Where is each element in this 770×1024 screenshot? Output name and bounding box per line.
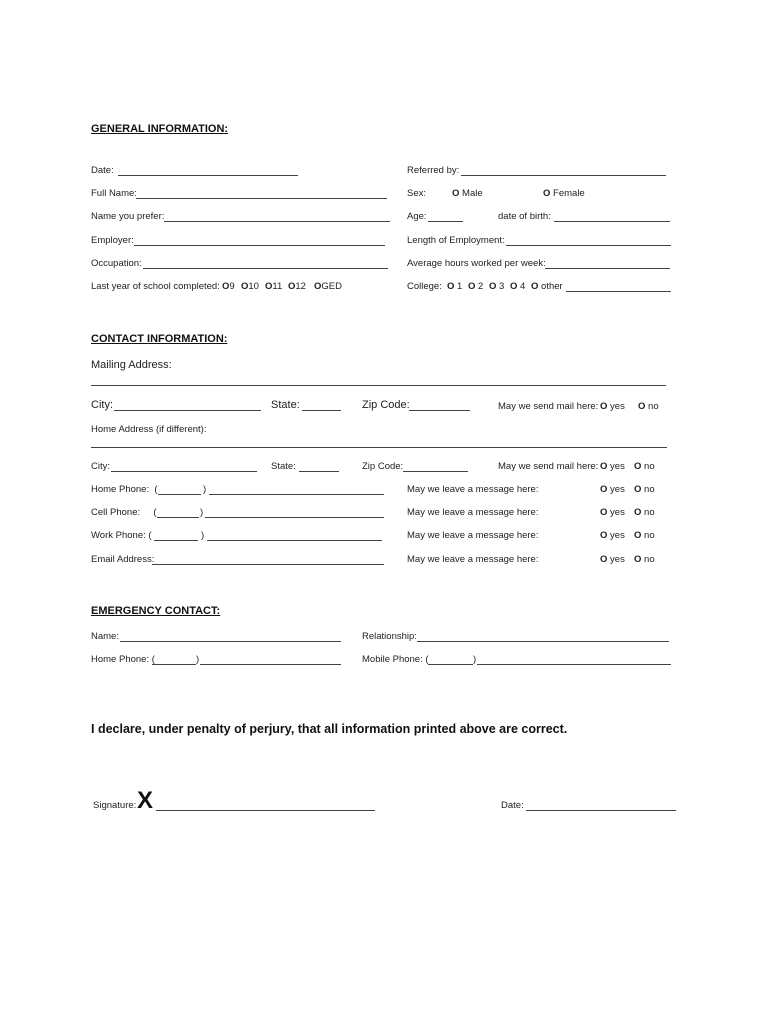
college-label: College:	[407, 281, 442, 292]
occupation-label: Occupation:	[91, 258, 142, 269]
signature-date-field[interactable]	[526, 810, 676, 811]
home-state-field[interactable]	[299, 471, 339, 472]
occupation-field[interactable]	[143, 268, 388, 269]
mailing-address-label: Mailing Address:	[91, 359, 172, 371]
emergency-home-phone-paren-close: )	[196, 654, 200, 665]
home-phone-message-label: May we leave a message here:	[407, 484, 539, 495]
mail-zip-label: Zip Code:	[362, 399, 410, 411]
length-employment-label: Length of Employment:	[407, 235, 505, 246]
school-option-9[interactable]: O9	[222, 281, 235, 292]
emergency-home-phone-area-field[interactable]	[152, 664, 196, 665]
contact-heading: CONTACT INFORMATION:	[91, 333, 228, 345]
email-message-label: May we leave a message here:	[407, 554, 539, 565]
home-city-label: City:	[91, 461, 110, 472]
school-option-10[interactable]: O10	[241, 281, 259, 292]
referred-by-label: Referred by:	[407, 165, 460, 176]
signature-x-mark: X	[137, 787, 154, 814]
school-option-12[interactable]: O12	[288, 281, 306, 292]
home-may-send-mail-label: May we send mail here:	[498, 461, 599, 472]
mail-zip-field[interactable]	[409, 410, 470, 411]
cell-phone-no-option[interactable]: O no	[634, 507, 655, 518]
mailing-address-field[interactable]	[91, 385, 666, 386]
mail-city-field[interactable]	[114, 410, 261, 411]
cell-phone-field[interactable]	[205, 517, 384, 518]
home-phone-paren-close: )	[203, 484, 207, 495]
work-phone-yes-option[interactable]: O yes	[600, 530, 625, 541]
mail-city-label: City:	[91, 399, 113, 411]
mail-state-field[interactable]	[302, 410, 341, 411]
sex-label: Sex:	[407, 188, 427, 199]
work-phone-no-option[interactable]: O no	[634, 530, 655, 541]
cell-phone-paren-close: )	[200, 507, 204, 518]
cell-phone-area-field[interactable]	[157, 517, 199, 518]
employer-field[interactable]	[134, 245, 385, 246]
home-zip-label: Zip Code:	[362, 461, 404, 472]
emergency-home-phone-label: Home Phone: (	[91, 654, 155, 665]
school-option-ged[interactable]: OGED	[314, 281, 342, 292]
mobile-phone-paren-close: )	[473, 654, 477, 665]
declaration-text: I declare, under penalty of perjury, that all information printed above are correct.	[91, 722, 568, 736]
home-mail-yes-option[interactable]: O yes	[600, 461, 625, 472]
mobile-phone-field[interactable]	[477, 664, 671, 665]
dob-field[interactable]	[554, 221, 670, 222]
home-phone-label: Home Phone: (	[91, 484, 158, 495]
dob-label: date of birth:	[498, 211, 551, 222]
email-field[interactable]	[152, 564, 384, 565]
date-field[interactable]	[118, 175, 298, 176]
work-phone-area-field[interactable]	[154, 540, 198, 541]
school-option-11[interactable]: O11	[265, 281, 283, 292]
emergency-name-field[interactable]	[120, 641, 341, 642]
sex-male-option[interactable]: O Male	[452, 188, 483, 199]
sex-female-option[interactable]: O Female	[543, 188, 585, 199]
referred-by-field[interactable]	[461, 175, 666, 176]
emergency-name-label: Name:	[91, 631, 119, 642]
email-no-option[interactable]: O no	[634, 554, 655, 565]
mail-no-option[interactable]: O no	[638, 401, 659, 412]
name-prefer-label: Name you prefer:	[91, 211, 165, 222]
home-mail-no-option[interactable]: O no	[634, 461, 655, 472]
home-phone-yes-option[interactable]: O yes	[600, 484, 625, 495]
college-option-2[interactable]: O 2	[468, 281, 484, 292]
home-phone-no-option[interactable]: O no	[634, 484, 655, 495]
may-send-mail-label: May we send mail here:	[498, 401, 599, 412]
signature-field[interactable]	[156, 810, 375, 811]
college-option-other[interactable]: O other	[531, 281, 563, 292]
length-employment-field[interactable]	[506, 245, 671, 246]
cell-phone-message-label: May we leave a message here:	[407, 507, 539, 518]
avg-hours-label: Average hours worked per week:	[407, 258, 546, 269]
work-phone-paren-close: )	[201, 530, 205, 541]
signature-label: Signature:	[93, 800, 137, 811]
general-heading: GENERAL INFORMATION:	[91, 123, 229, 135]
work-phone-label: Work Phone: (	[91, 530, 152, 541]
college-option-4[interactable]: O 4	[510, 281, 526, 292]
home-address-label: Home Address (if different):	[91, 424, 207, 435]
work-phone-message-label: May we leave a message here:	[407, 530, 539, 541]
relationship-field[interactable]	[417, 641, 669, 642]
last-school-label: Last year of school completed:	[91, 281, 220, 292]
home-phone-area-field[interactable]	[158, 494, 201, 495]
college-option-3[interactable]: O 3	[489, 281, 505, 292]
name-prefer-field[interactable]	[164, 221, 390, 222]
emergency-home-phone-field[interactable]	[200, 664, 341, 665]
mobile-phone-area-field[interactable]	[428, 664, 473, 665]
relationship-label: Relationship:	[362, 631, 417, 642]
signature-date-label: Date:	[501, 800, 524, 811]
employer-label: Employer:	[91, 235, 134, 246]
home-zip-field[interactable]	[403, 471, 468, 472]
cell-phone-yes-option[interactable]: O yes	[600, 507, 625, 518]
date-label: Date:	[91, 165, 114, 176]
work-phone-field[interactable]	[207, 540, 382, 541]
home-address-field[interactable]	[91, 447, 667, 448]
email-yes-option[interactable]: O yes	[600, 554, 625, 565]
home-state-label: State:	[271, 461, 296, 472]
emergency-heading: EMERGENCY CONTACT:	[91, 605, 221, 617]
mail-state-label: State:	[271, 399, 300, 411]
cell-phone-label: Cell Phone: (	[91, 507, 157, 518]
full-name-field[interactable]	[136, 198, 387, 199]
mail-yes-option[interactable]: O yes	[600, 401, 625, 412]
avg-hours-field[interactable]	[545, 268, 670, 269]
email-label: Email Address:	[91, 554, 155, 565]
college-option-1[interactable]: O 1	[447, 281, 463, 292]
full-name-label: Full Name:	[91, 188, 137, 199]
mobile-phone-label: Mobile Phone: (	[362, 654, 429, 665]
home-phone-field[interactable]	[209, 494, 384, 495]
college-other-field[interactable]	[566, 291, 671, 292]
age-field[interactable]	[428, 221, 463, 222]
age-label: Age:	[407, 211, 427, 222]
home-city-field[interactable]	[111, 471, 257, 472]
